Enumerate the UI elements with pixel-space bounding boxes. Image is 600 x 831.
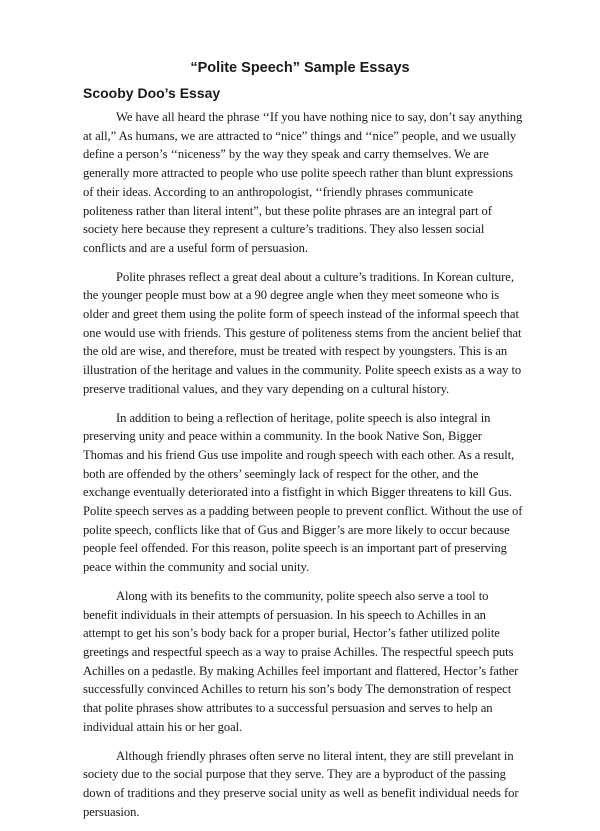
paragraph: In addition to being a reflection of heritage, polite speech is also integral in preserving unity and peace within a community. In the book Native Son, Bigger Thomas and his friend Gus use impolite and rough speech with each other. As a result, both are offended by the others’ seemingly lack of respect for the other, and the exchange eventually deteriorated into a fistfight in which Bigger threatens to kill Gus. Polite speech serves as a padding between people to prevent conflict. Without the use of polite speech, conflicts like that of Gus and Bigger’s are more likely to occur because people feel offended. For this reason, polite speech is an important part of preserving peace within the community and social unity. bbox=[83, 410, 523, 575]
essay-body bbox=[83, 108, 523, 831]
essay-title: Scooby Doo’s Essay bbox=[83, 85, 221, 101]
paragraph: Along with its benefits to the community, polite speech also serve a tool to benefit individuals in their attempts of persuasion. In his speech to Achilles in an attempt to get his son’s body back for a proper burial, Hector’s father utilized polite greetings and respectful speech as a way to praise Achilles. The respectful speech puts Achilles on a pedastle. By making Achilles feel important and flattered, Hector’s father successfully convinced Achilles to return his son’s body The demonstration of respect that polite phrases show attributes to a successful persuasion and serves to help an individual attain his or her goal. bbox=[83, 588, 519, 734]
paragraph: Polite phrases reflect a great deal about a culture’s traditions. In Korean culture, the younger people must bow at a 90 degree angle when they meet someone who is older and greet them using the polite form of speech instead of the informal speech that one would use with friends. This gesture of politeness stems from the ancient belief that the old are wise, and therefore, must be treated with respect by youngsters. This is an illustration of the heritage and values in the community. Polite speech exists as a way to preserve traditional values, and they vary depending on a cultural history. bbox=[83, 269, 522, 396]
paragraph: Although friendly phrases often serve no literal intent, they are still prevelant in society due to the social purpose that they serve. They are a byproduct of the passing down of traditions and they preserve social unity as well as benefit individual needs for persuasion. bbox=[83, 748, 519, 819]
paragraph: We have all heard the phrase ‘‘If you have nothing nice to say, don’t say anything at all,” As humans, we are attracted to “nice” things and ‘‘nice” people, and we usually define a person’s ‘‘niceness” by the way they speak and carry themselves. We are generally more attracted to people who use polite speech rather than blunt expressions of their ideas. According to an anthropologist, ‘‘friendly phrases communicate politeness rather than literal intent”, but these polite phrases are an integral part of society here because they represent a culture’s traditions. They also lessen social conflicts and are a useful form of persuasion. bbox=[83, 110, 523, 255]
document-title: “Polite Speech” Sample Essays bbox=[190, 60, 410, 76]
